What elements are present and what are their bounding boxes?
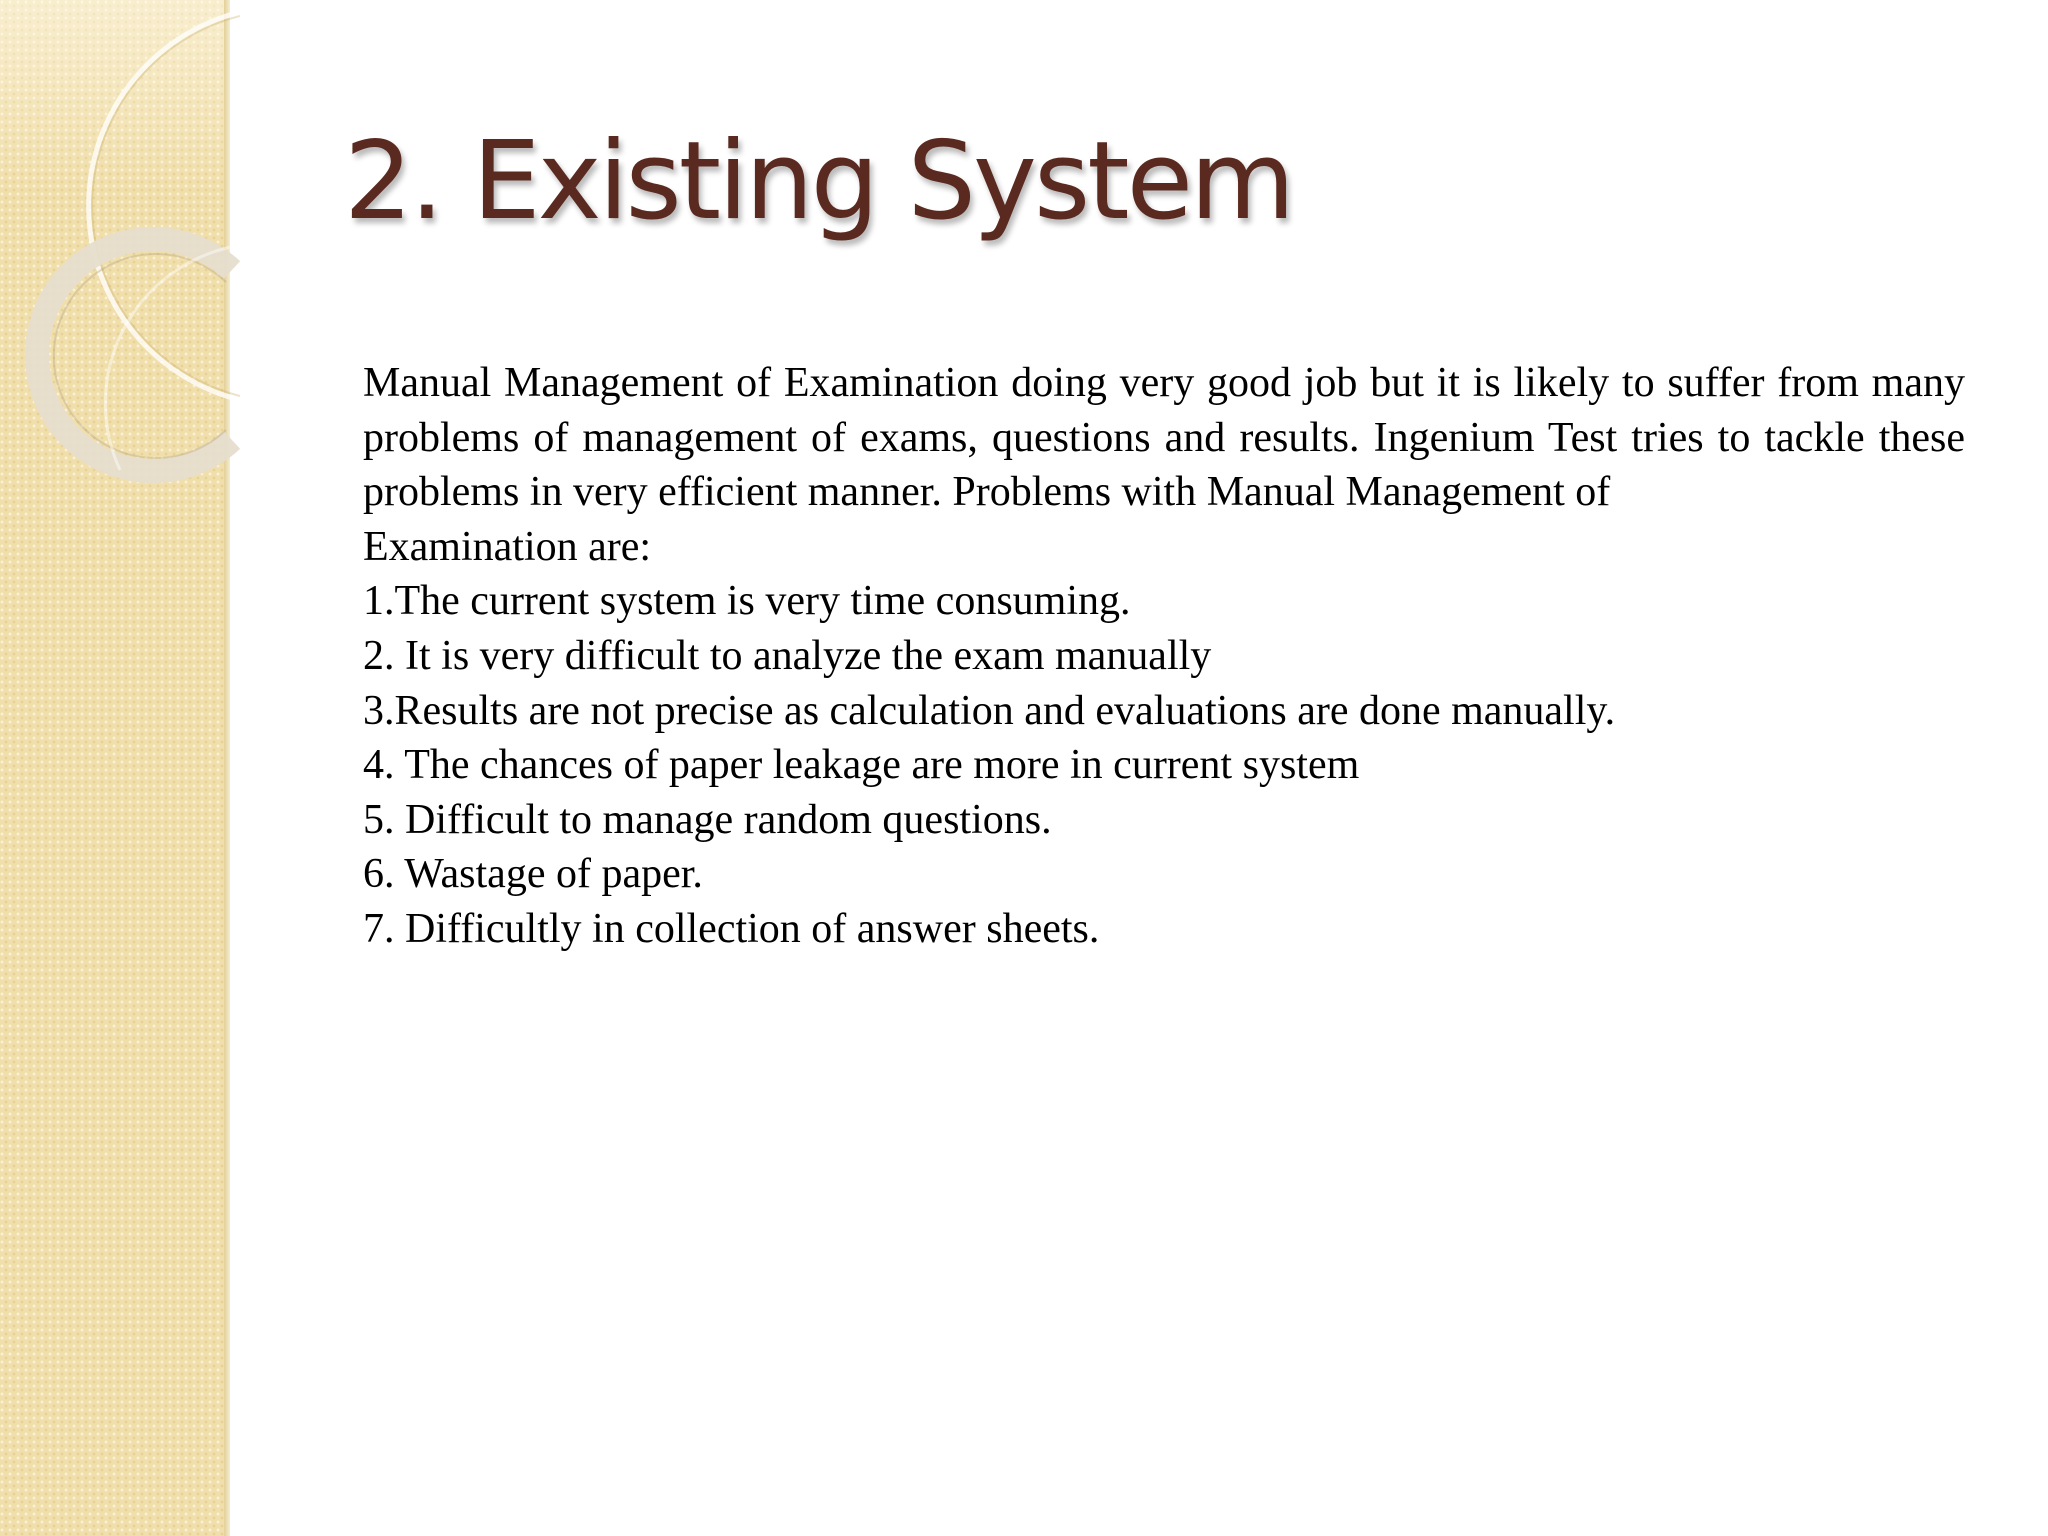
problem-item: 2. It is very difficult to analyze the exam manually <box>363 632 1212 679</box>
large-ring-shadow <box>92 16 240 396</box>
intro-paragraph-tail: Examination are: <box>363 523 652 570</box>
problem-item: 4. The chances of paper leakage are more in current system <box>363 742 1360 789</box>
large-ring-arc <box>89 12 240 400</box>
problem-item: 7. Difficultly in collection of answer sheets. <box>363 905 1100 952</box>
slide-title: 2. Existing System <box>344 119 1293 244</box>
problem-item: 6. Wastage of paper. <box>363 851 703 898</box>
small-ring-arc <box>105 246 236 470</box>
medium-ring <box>37 239 232 471</box>
intro-paragraph: Manual Management of Examination doing very good job but it is likely to suffer from many problems of management of exams, questions and results. Ingenium Test tries to tackle these problems in very efficient manner. Problems with Manual Management of <box>363 360 1965 516</box>
decorative-rings <box>0 0 240 520</box>
problem-item: 3.Results are not precise as calculation and evaluations are done manually. <box>363 687 1616 734</box>
problem-item: 5. Difficult to manage random questions. <box>363 796 1052 843</box>
medium-ring-inner-edge <box>54 254 226 458</box>
problem-item: 1.The current system is very time consuming. <box>363 578 1131 625</box>
slide-body <box>363 356 1965 957</box>
